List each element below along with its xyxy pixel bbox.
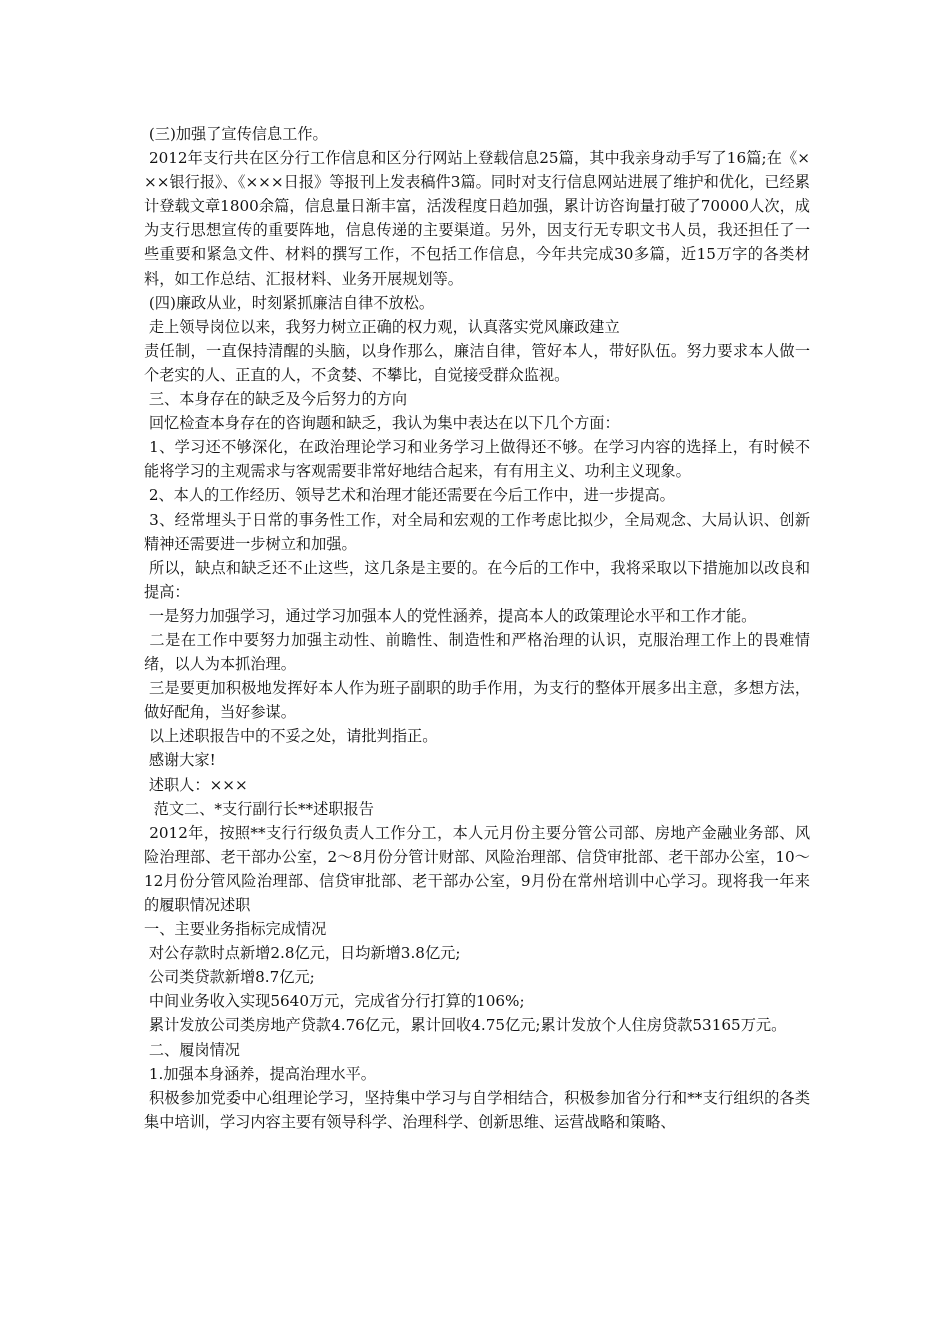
paragraph-integrity-1: 走上领导岗位以来，我努力树立正确的权力观，认真落实党风廉政建立 xyxy=(144,317,620,336)
paragraph-publicity-work: 2012年支行共在区分行工作信息和区分行网站上登载信息25篇，其中我亲身动手写了16篇;在《×××银行报》、《×××日报》等报刊上发表稿件3篇。同时对支行信息网站进展了维护和优化，已经累计登载文章1800余篇，信息量日渐丰富，活泼程度日趋加强，累计访咨询量打破了70000人次，成为支行思想宣传的重要阵地，信息传递的主要渠道。另外，因支行无专职文书人员，我还担任了一些重要和紧急文件、材料的撰写工作，不包括工作信息，今年共完成30多篇，近15万字的各类材料，如工作总结、汇报材料、业务开展规划等。 xyxy=(144,149,811,288)
paragraph-duty-1-body: 积极参加党委中心组理论学习，坚持集中学习与自学相结合，积极参加省分行和**支行组织的各类集中培训，学习内容主要有领导科学、治理科学、创新思维、运营战略和策略、 xyxy=(144,1088,811,1131)
paragraph-kpi-loans: 公司类贷款新增8.7亿元; xyxy=(144,968,315,987)
paragraph-shortcoming-1: 1、学习还不够深化，在政治理论学习和业务学习上做得还不够。在学习内容的选择上，有时候不能将学习的主观需求与客观需要非常好地结合起来，有有用主义、功利主义现象。 xyxy=(144,438,811,481)
document-body xyxy=(144,122,810,1134)
paragraph-duty-1-heading: 1.加强本身涵养，提高治理水平。 xyxy=(144,1064,376,1083)
paragraph-kpi-deposits: 对公存款时点新增2.8亿元，日均新增3.8亿元; xyxy=(144,944,461,963)
paragraph-kpi-heading: 一、主要业务指标完成情况 xyxy=(144,920,327,939)
paragraph-signature: 述职人：××× xyxy=(144,775,248,794)
paragraph-sample-2-title: 范文二、*支行副行长**述职报告 xyxy=(144,799,374,818)
paragraph-measure-1: 一是努力加强学习，通过学习加强本人的党性涵养，提高本人的政策理论水平和工作才能。 xyxy=(144,606,757,625)
paragraph-integrity-2: 责任制，一直保持清醒的头脑，以身作那么，廉洁自律，管好本人，带好队伍。努力要求本人做一个老实的人、正直的人，不贪婪、不攀比，自觉接受群众监视。 xyxy=(144,341,810,384)
paragraph-improvement-intro: 所以，缺点和缺乏还不止这些，这几条是主要的。在今后的工作中，我将采取以下措施加以改良和提高： xyxy=(144,558,811,601)
paragraph-shortcomings-intro: 回忆检查本身存在的咨询题和缺乏，我认为集中表达在以下几个方面： xyxy=(144,414,620,433)
paragraph-duties-heading: 二、履岗情况 xyxy=(144,1040,240,1059)
paragraph-shortcoming-2: 2、本人的工作经历、领导艺术和治理才能还需要在今后工作中，进一步提高。 xyxy=(144,486,675,505)
paragraph-measure-2: 二是在工作中要努力加强主动性、前瞻性、制造性和严格治理的认识，克服治理工作上的畏难情绪，以人为本抓治理。 xyxy=(144,630,811,674)
paragraph-kpi-income: 中间业务收入实现5640万元，完成省分行打算的106%; xyxy=(144,992,525,1011)
paragraph-section-4-heading: (四)廉政从业，时刻紧抓廉洁自律不放松。 xyxy=(144,293,435,312)
paragraph-shortcomings-heading: 三、本身存在的缺乏及今后努力的方向 xyxy=(144,390,408,409)
paragraph-kpi-real-estate: 累计发放公司类房地产贷款4.76亿元，累计回收4.75亿元;累计发放个人住房贷款53165万元。 xyxy=(144,1016,787,1035)
paragraph-shortcoming-3: 3、经常埋头于日常的事务性工作，对全局和宏观的工作考虑比拟少，全局观念、大局认识、创新精神还需要进一步树立和加强。 xyxy=(144,510,811,553)
paragraph-sample-2-intro: 2012年，按照**支行行级负责人工作分工，本人元月份主要分管公司部、房地产金融业务部、风险治理部、老干部办公室，2～8月份分管计财部、风险治理部、信贷审批部、老干部办公室，10～12月份分管风险治理部、信贷审批部、老干部办公室，9月份在常州培训中心学习。现将我一年来的履职情况述职 xyxy=(144,823,811,914)
paragraph-closing: 以上述职报告中的不妥之处，请批判指正。 xyxy=(144,727,438,746)
paragraph-measure-3: 三是要更加积极地发挥好本人作为班子副职的助手作用，为支行的整体开展多出主意，多想方法，做好配角，当好参谋。 xyxy=(144,679,811,722)
paragraph-section-3-heading: (三)加强了宣传信息工作。 xyxy=(144,125,328,143)
paragraph-thanks: 感谢大家! xyxy=(144,751,216,770)
